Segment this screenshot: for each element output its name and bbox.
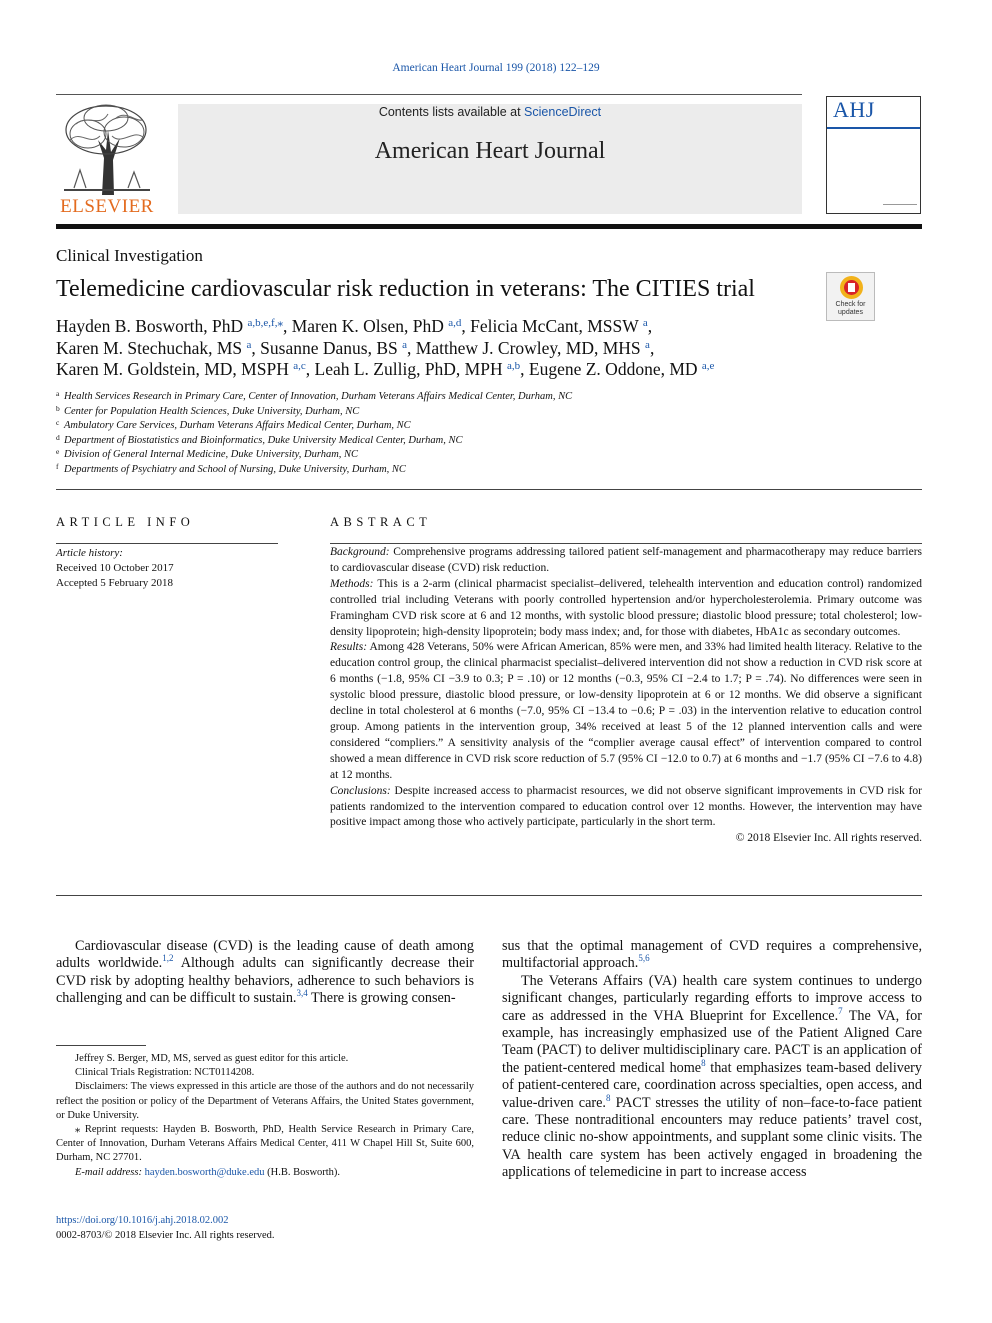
crossmark-label: Check for updates <box>835 301 866 316</box>
affiliation-text: Health Services Research in Primary Care, Center of Innovation, Durham Veterans Affairs Medical Center, Durham, NC <box>64 391 573 402</box>
author-affiliation-ref[interactable]: a <box>246 338 252 351</box>
author[interactable] <box>56 359 306 379</box>
author-affiliation-ref[interactable]: a,c <box>293 360 306 372</box>
body-paragraph <box>502 938 922 973</box>
author-affiliation-ref[interactable]: a,b <box>507 360 521 372</box>
history-label: Article history: <box>56 547 123 559</box>
author[interactable] <box>56 316 283 336</box>
background-label: Background: <box>330 546 390 558</box>
affiliation: f Departments of Psychiatry and School of Nursing, Duke University, Durham, NC <box>56 461 406 475</box>
body-text: that emphasizes team-based delivery of patient-centered care, coordination across specialties, open access, and value-driven care. <box>502 1059 922 1111</box>
author-list <box>56 316 816 381</box>
header-rule <box>56 94 802 95</box>
abstract-background <box>330 545 922 577</box>
journal-title[interactable]: American Heart Journal <box>374 138 606 164</box>
elsevier-logo <box>56 100 158 216</box>
author-affiliation-ref[interactable]: a,e <box>701 360 715 372</box>
elsevier-wordmark: ELSEVIER <box>60 196 154 217</box>
citation-ref[interactable]: 3,4 <box>296 988 308 999</box>
body-rule <box>56 895 922 896</box>
author-name: Eugene Z. Oddone, MD <box>528 359 698 379</box>
author-separator: , <box>649 337 655 358</box>
author-separator: , <box>647 316 653 336</box>
footnote-rule <box>56 1045 146 1046</box>
author[interactable] <box>56 338 251 358</box>
author-name: Felicia McCant, MSSW <box>470 316 639 336</box>
sciencedirect-link[interactable]: ScienceDirect <box>524 105 602 119</box>
author-separator: , <box>251 337 261 358</box>
citation-ref[interactable]: 8 <box>701 1057 706 1068</box>
crossmark-badge[interactable] <box>826 272 875 321</box>
author-affiliation-ref[interactable]: a <box>645 338 650 351</box>
author[interactable] <box>260 338 407 358</box>
body-paragraph <box>56 938 474 1008</box>
corresponding-author-mark[interactable]: ⁎ <box>277 317 283 329</box>
author-affiliation-ref[interactable]: a,d <box>448 317 462 329</box>
journal-cover[interactable] <box>826 96 921 214</box>
article-history <box>56 546 174 591</box>
author[interactable] <box>470 316 648 336</box>
footnote-guest-editor: Jeffrey S. Berger, MD, MS, served as guest editor for this article. <box>75 1053 349 1064</box>
affiliation: d Department of Biostatistics and Bioinformatics, Duke University Medical Center, Durham, NC <box>56 432 463 446</box>
body-text: PACT stresses the utility of non–face-to-face patient care. These nontraditional encounters may reduce patients’ travel cost, reduce clinic no-show appointments, and supplant some clinic visits. The VA health care system has been actively engaged in broadening the applications of telemedicine in part to increase access <box>502 1094 923 1181</box>
background-text: Comprehensive programs addressing tailored patient self-management and pharmacotherapy may reduce barriers to cardiovascular disease (CVD) risk reduction. <box>330 546 922 574</box>
masthead-thick-rule <box>56 224 922 229</box>
affiliation: b Center for Population Health Sciences, Duke University, Durham, NC <box>56 403 360 417</box>
author-affiliation-ref[interactable]: a <box>642 317 648 329</box>
author-name: Hayden B. Bosworth, PhD <box>56 316 244 336</box>
citation-ref[interactable]: 5,6 <box>638 953 650 964</box>
article-info-rule <box>56 543 278 544</box>
footnote-email <box>56 1166 474 1180</box>
body-paragraph <box>502 973 922 1182</box>
doi-link[interactable]: https://doi.org/10.1016/j.ahj.2018.02.002 <box>56 1215 229 1226</box>
author-affiliation-ref[interactable]: a <box>402 338 408 351</box>
results-label: Results: <box>330 641 368 654</box>
citation-ref[interactable]: 1,2 <box>162 953 174 964</box>
affiliation: e Division of General Internal Medicine, Duke University, Durham, NC <box>56 447 359 460</box>
crossmark-icon <box>840 276 863 299</box>
section-rule <box>56 489 922 490</box>
abstract-copyright: © 2018 Elsevier Inc. All rights reserved. <box>735 832 922 845</box>
abstract-results <box>330 640 922 783</box>
elsevier-tree-icon <box>56 100 158 196</box>
author[interactable] <box>529 359 715 379</box>
author[interactable] <box>292 316 462 336</box>
author-name: Leah L. Zullig, PhD, MPH <box>314 359 503 379</box>
author-separator: , <box>520 359 529 379</box>
author-separator: , <box>461 316 471 336</box>
footnotes <box>56 1052 474 1180</box>
issn-copyright: 0002-8703/© 2018 Elsevier Inc. All rights reserved. <box>56 1230 275 1241</box>
article-title: Telemedicine cardiovascular risk reduction in veterans: The CITIES trial <box>56 276 755 302</box>
journal-reference[interactable]: American Heart Journal 199 (2018) 122–129 <box>392 62 600 74</box>
email-link[interactable]: hayden.bosworth@duke.edu <box>144 1166 265 1178</box>
author-separator: , <box>282 316 292 336</box>
abstract-conclusions <box>330 784 922 832</box>
affiliation-text: Department of Biostatistics and Bioinformatics, Duke University Medical Center, Durham, NC <box>64 434 463 446</box>
methods-text: This is a 2-arm (clinical pharmacist specialist–delivered, telehealth intervention and education control) randomized controlled trial including Veterans with poorly controlled hypertension and/or hypercholesterolemia. Primary outcome was Framingham CVD risk score at 6 and 12 months, with systolic blood pressure; diastolic blood pressure; total cholesterol; low-density lipoprotein; high-density lipoprotein; body mass index; and, for those with diabetes, HbA1c as secondary outcomes. <box>330 577 923 638</box>
methods-label: Methods: <box>330 577 374 590</box>
citation-ref[interactable]: 8 <box>605 1092 611 1103</box>
author-name: Karen M. Goldstein, MD, MSPH <box>56 359 289 379</box>
results-text: Among 428 Veterans, 50% were African American, 85% were men, and 33% had limited health literacy. Relative to the education control group, the clinical pharmacist specialist–delivered intervention did not show a reduction in CVD risk score at 6 months (−1.8, 95% CI −3.9 to 0.3; P = .10) or 12 months (−0.3, 95% CI −2.4 to 1.7; P = .74). No differences were seen in systolic blood pressure, diastolic blood pressure, or low-density lipoprotein at 6 or 12 months. We did observe a significant decline in total cholesterol at 6 months (−7.0, 95% CI −13.4 to −0.6; P = .03) in the intervention relative to education control group. Among patients in the intervention group, 34% received at least 5 of the 12 planned intervention calls and were considered “compliers.” A sensitivity analysis of the “complier average causal effect” of intervention compared to control showed a mean difference in CVD risk score reduction of 5.7 (95% CI −12.0 to 0.7) at 6 months and −1.7 (95% CI −7.6 to 4.8) at 12 months. <box>330 641 922 781</box>
affiliation-text: Departments of Psychiatry and School of Nursing, Duke University, Durham, NC <box>64 463 406 475</box>
affiliation: c Ambulatory Care Services, Durham Veterans Affairs Medical Center, Durham, NC <box>56 418 411 431</box>
footnote-registration: Clinical Trials Registration: NCT0114208. <box>75 1067 255 1079</box>
body-text: Although adults can significantly decrease their CVD risk by adopting healthy behaviors, adherence to such behaviors is challenging and can be difficult to sustain. <box>56 955 474 1007</box>
author-separator: , <box>305 359 315 379</box>
author[interactable] <box>416 338 650 358</box>
body-text: sus that the optimal management of CVD requires a comprehensive, multifactorial approach. <box>502 938 922 972</box>
cover-rule <box>827 127 920 129</box>
body-text: The Veterans Affairs (VA) health care system continues to undergo significant changes, particularly regarding efforts to improve access to care as addressed in the VHA Blueprint for Excellence. <box>502 972 922 1024</box>
cover-fineprint-icon <box>883 202 917 208</box>
masthead <box>178 104 802 214</box>
affiliation-list <box>56 390 572 477</box>
contents-line <box>178 105 802 119</box>
author-name: Matthew J. Crowley, MD, MHS <box>415 337 641 358</box>
affiliation: a Health Services Research in Primary Care, Center of Innovation, Durham Veterans Affairs Medical Center, Durham, NC <box>56 389 573 402</box>
footnote-reprint: ⁎ Reprint requests: Hayden B. Bosworth, PhD, Health Service Research in Primary Care, Center of Innovation, Durham Veterans Affairs Medical Center, 411 W Chapel Hill St, Suite 600, Durham, NC 27701. <box>56 1124 474 1164</box>
body-text: There is growing consen- <box>307 990 456 1007</box>
article-info-heading: ARTICLE INFO <box>56 515 195 529</box>
author-name: Susanne Danus, BS <box>260 337 398 358</box>
body-text: Cardiovascular disease (CVD) is the leading cause of death among adults worldwide. <box>56 938 474 972</box>
received-date: Received 10 October 2017 <box>56 562 174 574</box>
body-column-left <box>56 938 474 1008</box>
affiliation-text: Center for Population Health Sciences, Duke University, Durham, NC <box>64 405 360 417</box>
citation-ref[interactable]: 7 <box>838 1005 843 1016</box>
email-suffix: (H.B. Bosworth). <box>264 1166 341 1178</box>
author[interactable] <box>315 359 521 379</box>
author-separator: , <box>407 337 416 358</box>
author-name: Karen M. Stechuchak, MS <box>56 337 243 358</box>
email-label: E-mail address: <box>75 1166 142 1178</box>
article-section: Clinical Investigation <box>56 246 203 265</box>
footnote-disclaimers: Disclaimers: The views expressed in this article are those of the authors and do not necessarily reflect the position or policy of the Department of Veterans Affairs, the United States government, or Duke University. <box>56 1081 474 1121</box>
abstract-methods <box>330 577 922 641</box>
cover-abbreviation: AHJ <box>833 97 875 122</box>
abstract-body <box>330 545 922 847</box>
conclusions-text: Despite increased access to pharmacist resources, we did not observe significant improvements in CVD risk for patients randomized to the intervention compared to education control over 12 months. However, the intervention may have positive impact among those who actively participate, particularly in the short term. <box>330 784 922 829</box>
abstract-rule <box>330 543 922 544</box>
affiliation-text: Ambulatory Care Services, Durham Veterans Affairs Medical Center, Durham, NC <box>64 420 411 431</box>
contents-prefix: Contents lists available at <box>378 105 525 119</box>
accepted-date: Accepted 5 February 2018 <box>56 577 173 589</box>
author-affiliation-ref[interactable]: a,b,e,f, <box>247 317 278 329</box>
conclusions-label: Conclusions: <box>330 784 391 797</box>
abstract-heading: ABSTRACT <box>330 515 432 529</box>
body-text: The VA, for example, has increasingly emphasized use of the Patient Aligned Care Team (PACT) to deliver multidisciplinary care. PACT is an application of the patient-centered medical home <box>502 1007 923 1076</box>
body-column-right <box>502 938 922 1182</box>
affiliation-text: Division of General Internal Medicine, Duke University, Durham, NC <box>64 449 359 460</box>
author-name: Maren K. Olsen, PhD <box>291 316 444 336</box>
